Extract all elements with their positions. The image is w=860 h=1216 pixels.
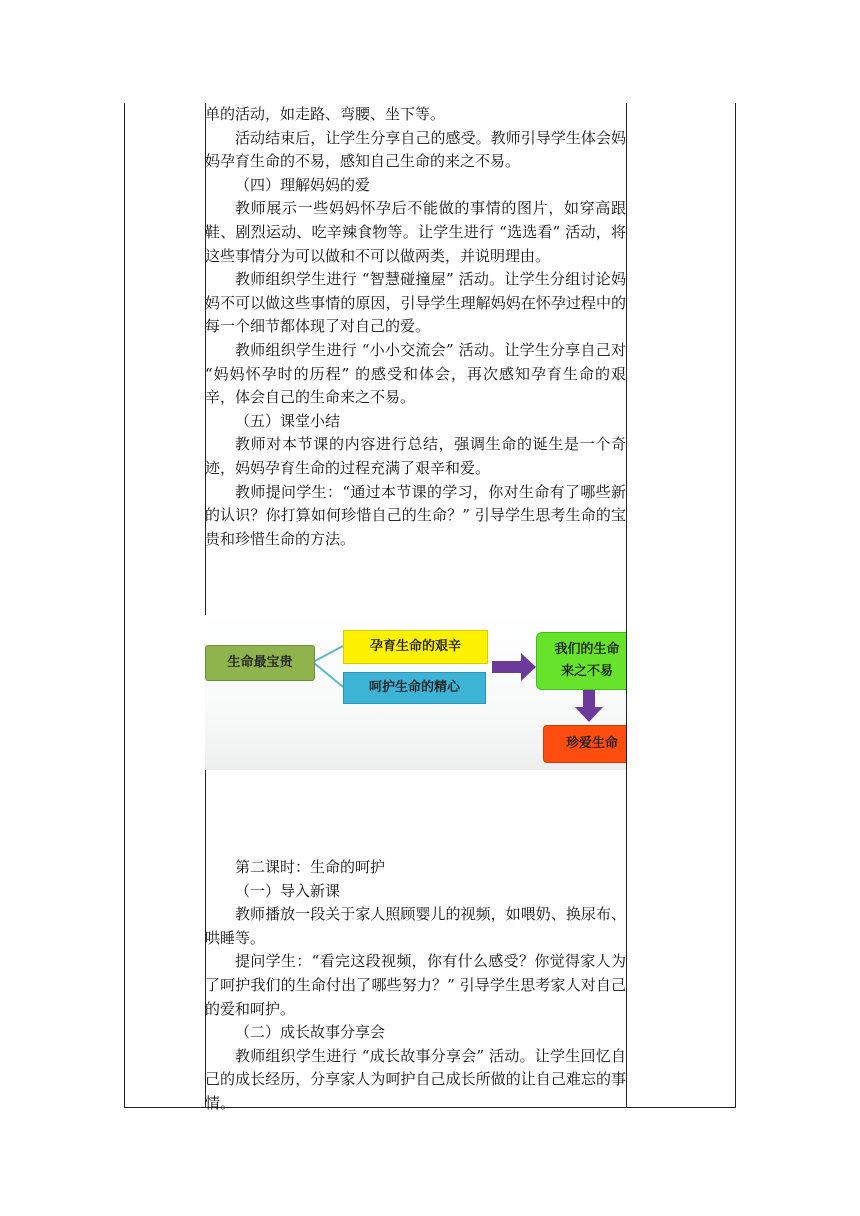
paragraph: 教师组织学生进行 “智慧碰撞屋” 活动。让学生分组讨论妈妈不可以做这些事情的原因，引导学生理解妈妈在怀孕过程中的每一个细节都体现了对自己的爱。 (205, 270, 626, 336)
concept-diagram (205, 615, 626, 770)
section-heading: （一）导入新课 (235, 881, 341, 900)
section-heading: （四）理解妈妈的爱 (235, 175, 371, 194)
paragraph: 活动结束后，让学生分享自己的感受。教师引导学生体会妈妈孕育生命的不易，感知自己生命的来之不易。 (205, 128, 626, 171)
node-result (536, 632, 626, 690)
section-part2 (205, 856, 626, 1116)
paragraph: 单的活动，如走路、弯腰、坐下等。 (205, 105, 446, 123)
paragraph: 提问学生：“看完这段视频，你有什么感受？你觉得家人为了呵护我们的生命付出了哪些努力？” 引导学生思考家人对自己的爱和呵护。 (205, 952, 626, 1018)
paragraph: 教师组织学生进行 “小小交流会” 活动。让学生分享自己对 “妈妈怀孕时的历程” 的感受和体会，再次感知孕育生命的艰辛，体会自己的生命来之不易。 (205, 340, 626, 407)
node-zhenai: 珍爱生命 (543, 725, 626, 763)
section-part1 (205, 103, 626, 551)
paragraph: 教师展示一些妈妈怀孕后不能做的事情的图片，如穿高跟鞋、剧烈运动、吃辛辣食物等。让学生进行 “选选看” 活动，将这些事情分为可以做和不可以做两类，并说明理由。 (205, 199, 626, 265)
lesson-title: 第二课时：生命的呵护 (235, 858, 386, 876)
right-arrow (492, 653, 536, 681)
paragraph: 教师对本节课的内容进行总结，强调生命的诞生是一个奇迹，妈妈孕育生命的过程充满了艰辛和爱。 (205, 435, 626, 477)
node-result-line1: 我们的生命 (554, 642, 620, 657)
paragraph: 教师提问学生：“通过本节课的学习，你对生命有了哪些新的认识？你打算如何珍惜自己的生命？” 引导学生思考生命的宝贵和珍惜生命的方法。 (205, 482, 626, 548)
connector-line-lower (313, 662, 343, 687)
down-arrow (575, 690, 603, 722)
node-result-line2: 来之不易 (560, 664, 613, 679)
table-divider-2 (626, 103, 627, 1108)
section-heading: （二）成长故事分享会 (235, 1023, 386, 1042)
lesson-content-cell (205, 103, 626, 551)
paragraph: 教师组织学生进行 “成长故事分享会” 活动。让学生回忆自己的成长经历，分享家人为呵护自己成长所做的让自己难忘的事情。 (205, 1046, 626, 1112)
connector-line-upper (313, 646, 343, 662)
node-yunyu: 孕育生命的艰辛 (343, 630, 488, 664)
table-border-right (735, 103, 736, 1108)
table-border-left (124, 103, 125, 1108)
paragraph: 教师播放一段关于家人照顾婴儿的视频，如喂奶、换尿布、哄睡等。 (205, 905, 626, 947)
node-main: 生命最宝贵 (205, 645, 315, 681)
section-heading: （五）课堂小结 (235, 411, 341, 430)
node-hehu: 呵护生命的精心 (343, 672, 486, 704)
